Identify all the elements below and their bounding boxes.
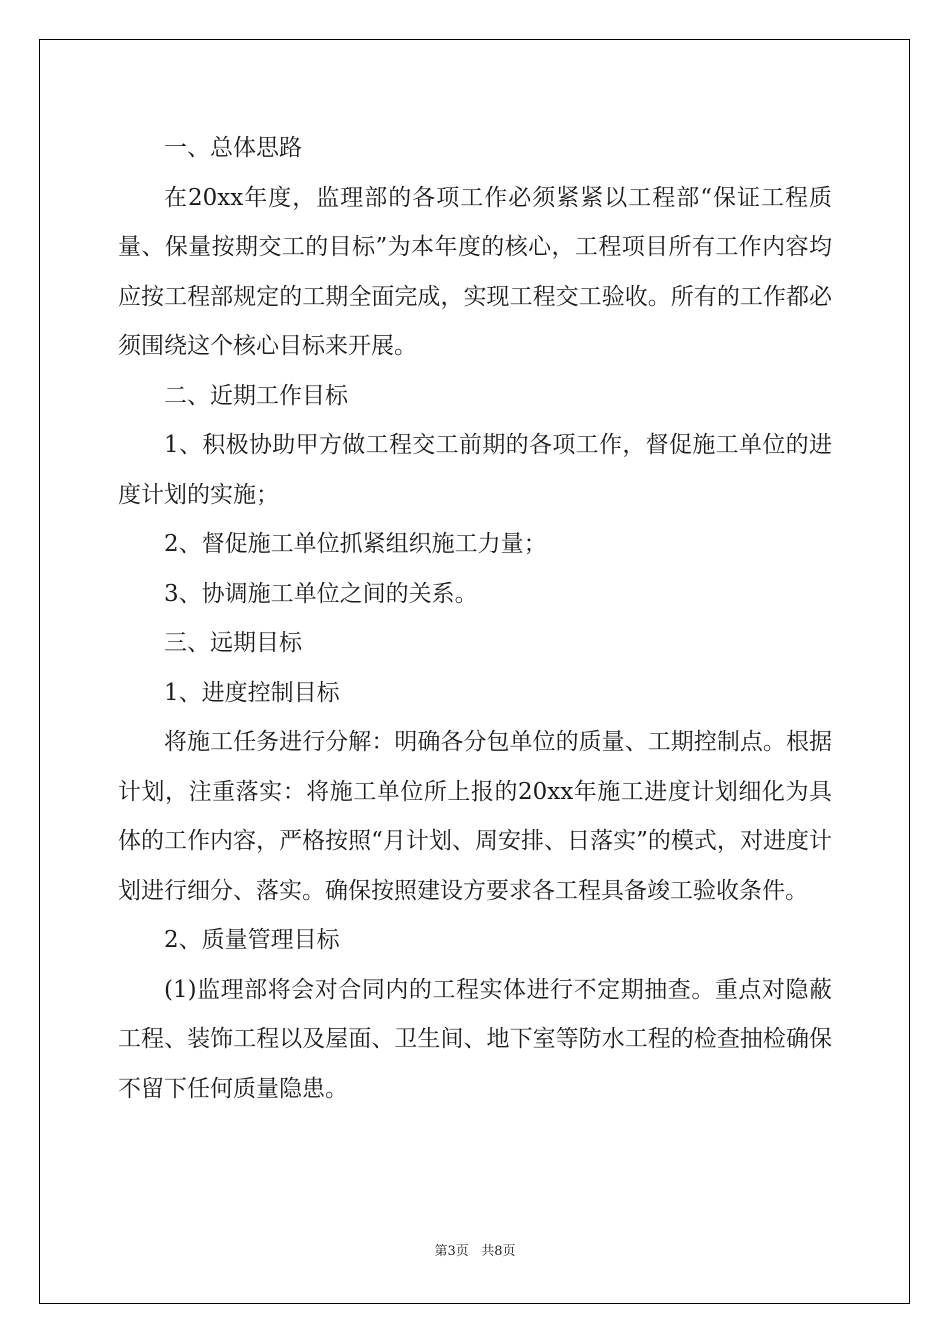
paragraph-schedule-control: 将施工任务进行分解：明确各分包单位的质量、工期控制点。根据计划，注重落实：将施工单位所上报的20xx年施工进度计划细化为具体的工作内容，严格按照“月计划、周安排、日落实”的模式，对进度计划进行细分、落实。确保按照建设方要求各工程具备竣工验收条件。 [118,729,832,904]
subheading-quality-management: 2、质量管理目标 [164,927,340,953]
heading-long-term-goals: 三、远期目标 [164,630,302,656]
heading-near-term-goals: 二、近期工作目标 [164,382,348,409]
document-body [118,124,832,1114]
page-total: 共8页 [481,1244,516,1259]
paragraph-overall-approach: 在20xx年度，监理部的各项工作必须紧紧以工程部“保证工程质量、保量按期交工的目标”为本年度的核心，工程项目所有工作内容均应按工程部规定的工期全面完成，实现工程交工验收。所有的工作都必须围绕这个核心目标来开展。 [118,184,832,359]
paragraph-quality-management: (1)监理部将会对合同内的工程实体进行不定期抽查。重点对隐蔽工程、装饰工程以及屋面、卫生间、地下室等防水工程的检查抽检确保不留下任何质量隐患。 [118,976,832,1102]
list-item-near-term-2: 2、督促施工单位抓紧组织施工力量； [164,531,547,557]
page-footer [0,1240,950,1259]
heading-overall-approach: 一、总体思路 [164,135,302,161]
page-number: 第3页 [434,1244,469,1259]
subheading-schedule-control: 1、进度控制目标 [164,679,340,706]
list-item-near-term-1: 1、积极协助甲方做工程交工前期的各项工作，督促施工单位的进度计划的实施； [118,432,832,508]
list-item-near-term-3: 3、协调施工单位之间的关系。 [164,580,478,607]
